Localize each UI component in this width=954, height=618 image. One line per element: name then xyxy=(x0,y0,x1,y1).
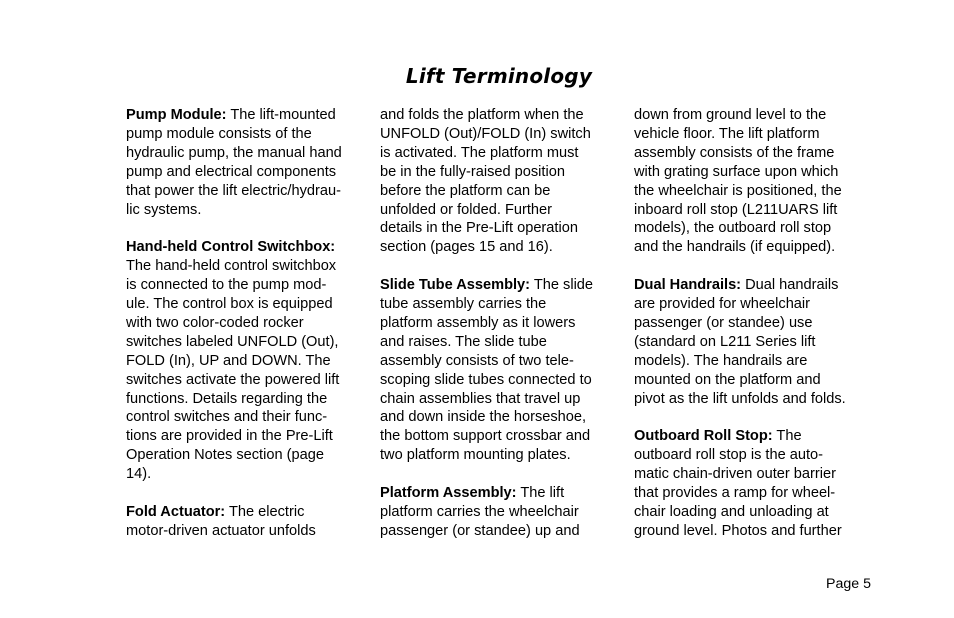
body-text: tube assembly carries the xyxy=(380,296,547,313)
body-text: functions. Details regarding the xyxy=(126,390,328,407)
text-line xyxy=(380,522,620,541)
text-line xyxy=(380,390,620,409)
text-line xyxy=(380,352,620,371)
text-line xyxy=(634,295,874,314)
body-text: The electric xyxy=(225,504,305,520)
text-line xyxy=(380,238,620,257)
text-line xyxy=(380,333,620,352)
text-line xyxy=(634,522,874,541)
body-text: down from ground level to the xyxy=(634,107,827,123)
body-text: and the handrails (if equipped). xyxy=(634,239,836,256)
body-text: is activated. The platform must xyxy=(380,144,579,161)
body-text: pump module consists of the xyxy=(126,125,312,142)
text-line xyxy=(380,427,620,446)
body-text: switches activate the powered lift xyxy=(126,371,340,388)
body-text: models), the outboard roll stop xyxy=(634,220,832,237)
term-heading: Slide Tube Assembly: xyxy=(380,277,531,294)
text-line xyxy=(126,238,366,257)
text-line xyxy=(126,314,366,333)
text-line xyxy=(634,333,874,352)
text-line xyxy=(380,295,620,314)
body-text: two platform mounting plates. xyxy=(380,447,571,464)
text-line xyxy=(126,408,366,427)
body-text: The lift xyxy=(516,485,565,502)
text-line xyxy=(380,371,620,390)
text-line xyxy=(126,276,366,295)
body-text: unfolded or folded. Further xyxy=(380,201,552,218)
body-text: the bottom support crossbar and xyxy=(380,428,591,445)
body-text: platform assembly as it lowers xyxy=(380,314,576,331)
text-line xyxy=(634,219,874,238)
body-text: The slide xyxy=(530,277,594,294)
text-line xyxy=(380,106,620,125)
text-line xyxy=(634,314,874,333)
text-line xyxy=(634,201,874,220)
body-text: and raises. The slide tube xyxy=(380,333,547,350)
body-text: and down inside the horseshoe, xyxy=(380,409,587,426)
text-line xyxy=(126,106,366,125)
text-line xyxy=(126,390,366,409)
text-line xyxy=(126,163,366,182)
body-text: control switches and their func- xyxy=(126,409,328,426)
body-text: passenger (or standee) up and xyxy=(380,522,580,539)
text-line xyxy=(634,182,874,201)
body-text: details in the Pre-Lift operation xyxy=(380,220,578,237)
text-line xyxy=(380,144,620,163)
body-text: pump and electrical components xyxy=(126,163,337,180)
body-text: assembly consists of two tele- xyxy=(380,352,574,369)
text-line xyxy=(126,182,366,201)
paragraph-gap xyxy=(634,408,874,427)
text-line xyxy=(126,201,366,220)
page-title: Lift Terminology xyxy=(405,64,593,88)
body-text: before the platform can be xyxy=(380,182,551,199)
text-line xyxy=(634,446,874,465)
body-text: scoping slide tubes connected to xyxy=(380,371,592,388)
text-line xyxy=(126,125,366,144)
text-line xyxy=(380,219,620,238)
body-text: chain assemblies that travel up xyxy=(380,390,581,407)
text-line xyxy=(634,106,874,125)
term-heading: Hand-held Control Switchbox: xyxy=(126,239,336,256)
text-line xyxy=(126,352,366,371)
body-text: matic chain-driven outer barrier xyxy=(634,466,836,483)
text-line xyxy=(126,427,366,446)
text-line xyxy=(380,503,620,522)
text-line xyxy=(380,182,620,201)
body-text: models). The handrails are xyxy=(634,352,808,369)
body-text: outboard roll stop is the auto- xyxy=(634,447,824,464)
text-line xyxy=(634,503,874,522)
text-line xyxy=(380,276,620,295)
text-line xyxy=(126,446,366,465)
body-text: FOLD (In), UP and DOWN. The xyxy=(126,352,331,369)
term-heading: Pump Module: xyxy=(126,107,227,123)
text-line xyxy=(126,522,366,541)
text-line xyxy=(126,465,366,484)
text-line xyxy=(126,371,366,390)
body-text: pivot as the lift unfolds and folds. xyxy=(634,390,846,407)
text-line xyxy=(380,201,620,220)
text-line xyxy=(634,163,874,182)
text-line xyxy=(634,238,874,257)
paragraph-gap xyxy=(380,465,620,484)
body-text: Dual handrails xyxy=(741,277,839,294)
body-text: platform carries the wheelchair xyxy=(380,504,579,520)
text-line xyxy=(126,257,366,276)
body-text: are provided for wheelchair xyxy=(634,296,811,313)
body-text: motor-driven actuator unfolds xyxy=(126,522,316,539)
text-line xyxy=(634,352,874,371)
page-number: Page 5 xyxy=(826,576,871,592)
text-column-2 xyxy=(380,106,620,541)
text-line xyxy=(634,371,874,390)
text-line xyxy=(126,144,366,163)
text-line xyxy=(634,125,874,144)
text-line xyxy=(126,333,366,352)
text-line xyxy=(634,465,874,484)
term-heading: Dual Handrails: xyxy=(634,277,742,294)
text-line xyxy=(380,484,620,503)
text-line xyxy=(126,503,366,522)
body-text: (standard on L211 Series lift xyxy=(634,333,816,350)
term-heading: Outboard Roll Stop: xyxy=(634,428,773,445)
body-text: vehicle floor. The lift platform xyxy=(634,125,820,142)
body-text: 14). xyxy=(126,466,152,483)
body-text: is connected to the pump mod- xyxy=(126,277,327,294)
body-text: hydraulic pump, the manual hand xyxy=(126,144,342,161)
text-line xyxy=(634,427,874,446)
body-text: lic systems. xyxy=(126,201,202,218)
body-text: that power the lift electric/hydrau- xyxy=(126,182,341,199)
text-line xyxy=(380,446,620,465)
term-heading: Platform Assembly: xyxy=(380,485,517,502)
body-text: UNFOLD (Out)/FOLD (In) switch xyxy=(380,125,591,142)
text-column-3 xyxy=(634,106,874,541)
text-line xyxy=(380,163,620,182)
body-text: chair loading and unloading at xyxy=(634,504,829,520)
text-line xyxy=(380,125,620,144)
body-text: that provides a ramp for wheel- xyxy=(634,485,836,502)
body-text: Operation Notes section (page xyxy=(126,447,324,464)
text-line xyxy=(380,314,620,333)
text-column-1 xyxy=(126,106,366,541)
body-text: section (pages 15 and 16). xyxy=(380,239,553,256)
text-line xyxy=(634,390,874,409)
paragraph-gap xyxy=(126,484,366,503)
text-line xyxy=(380,408,620,427)
paragraph-gap xyxy=(634,257,874,276)
body-text: with grating surface upon which xyxy=(634,163,839,180)
body-text: tions are provided in the Pre-Lift xyxy=(126,428,333,445)
text-line xyxy=(634,484,874,503)
body-text: with two color-coded rocker xyxy=(126,314,304,331)
body-text: ule. The control box is equipped xyxy=(126,296,333,313)
paragraph-gap xyxy=(380,257,620,276)
term-heading: Fold Actuator: xyxy=(126,504,226,520)
body-text: ground level. Photos and further xyxy=(634,522,842,539)
body-text: The xyxy=(772,428,802,445)
body-text: mounted on the platform and xyxy=(634,371,821,388)
body-text: the wheelchair is positioned, the xyxy=(634,182,842,199)
body-text: passenger (or standee) use xyxy=(634,314,813,331)
body-text: switches labeled UNFOLD (Out), xyxy=(126,333,339,350)
text-line xyxy=(634,276,874,295)
body-text: The hand-held control switchbox xyxy=(126,258,337,275)
text-line xyxy=(634,144,874,163)
body-text: and folds the platform when the xyxy=(380,107,584,123)
paragraph-gap xyxy=(126,219,366,238)
body-text: The lift-mounted xyxy=(226,107,336,123)
body-text: assembly consists of the frame xyxy=(634,144,835,161)
text-line xyxy=(126,295,366,314)
body-text: inboard roll stop (L211UARS lift xyxy=(634,201,838,218)
body-text: be in the fully-raised position xyxy=(380,163,565,180)
